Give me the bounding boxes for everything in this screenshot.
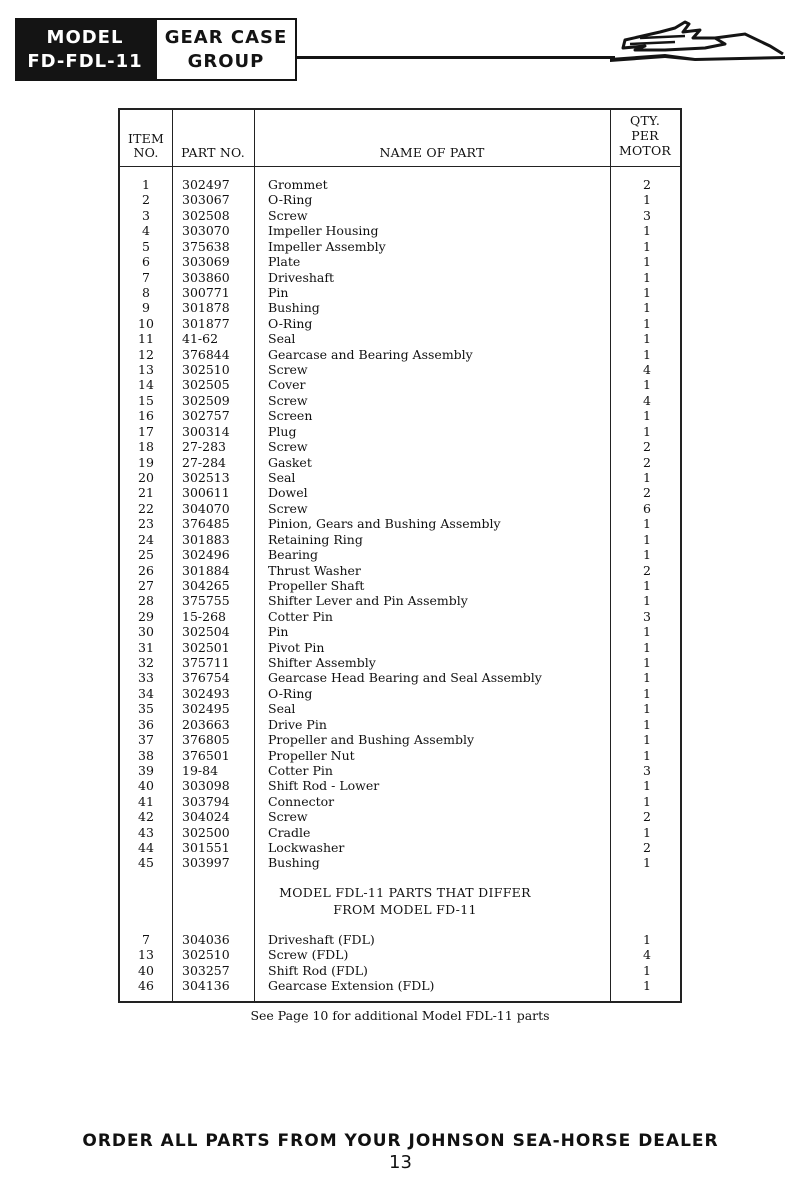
- qty-per-motor: 1: [643, 732, 651, 748]
- qty-per-motor: 1: [643, 254, 651, 270]
- part-name: Bushing: [268, 300, 320, 316]
- additional-parts-note: See Page 10 for additional Model FDL-11 parts: [250, 1008, 550, 1023]
- qty-per-motor: 1: [643, 531, 651, 547]
- part-no: 301877: [182, 315, 230, 331]
- table-row: [120, 547, 680, 562]
- part-name: Pin: [268, 284, 289, 300]
- qty-per-motor: 1: [643, 223, 651, 239]
- part-name: Impeller Assembly: [268, 238, 386, 254]
- qty-per-motor: 2: [643, 485, 651, 501]
- part-no: 300314: [182, 423, 230, 439]
- part-name: O-Ring: [268, 315, 313, 331]
- item-no: 13: [138, 362, 154, 378]
- part-name: Connector: [268, 793, 335, 809]
- table-row: [120, 285, 680, 300]
- table-row: [120, 362, 680, 377]
- item-no: 15: [138, 392, 154, 408]
- qty-per-motor: 1: [643, 516, 651, 532]
- part-name: Shift Rod - Lower: [268, 778, 380, 794]
- part-no: 304024: [182, 809, 230, 825]
- part-no: 376485: [182, 516, 230, 532]
- part-name: Propeller and Bushing Assembly: [268, 732, 475, 748]
- item-no: 9: [142, 300, 150, 316]
- item-no: 4: [142, 223, 150, 239]
- model-label-line2: FD-FDL-11: [27, 51, 143, 72]
- page-number: 13: [389, 1152, 412, 1173]
- part-name: Pivot Pin: [268, 639, 325, 655]
- item-no: 22: [138, 500, 154, 516]
- table-row: [120, 470, 680, 485]
- table-row: [120, 701, 680, 716]
- part-no: 302493: [182, 685, 230, 701]
- table-row: [120, 947, 680, 962]
- item-no: 32: [138, 655, 154, 671]
- part-no: 376844: [182, 346, 230, 362]
- qty-per-motor: 2: [643, 809, 651, 825]
- item-no: 24: [138, 531, 154, 547]
- table-row: [120, 563, 680, 578]
- part-name: Grommet: [268, 177, 328, 192]
- part-no: 302501: [182, 639, 230, 655]
- table-row: [120, 300, 680, 315]
- qty-per-motor: 3: [643, 608, 651, 624]
- part-name: Retaining Ring: [268, 531, 363, 547]
- item-no: 45: [138, 855, 154, 871]
- qty-per-motor: 1: [643, 793, 651, 809]
- table-row: [120, 455, 680, 470]
- col-header-qty: QTY. PER MOTOR: [618, 113, 672, 158]
- qty-per-motor: 1: [643, 670, 651, 686]
- part-no: 303067: [182, 192, 230, 208]
- table-row: [120, 485, 680, 500]
- part-no: 302505: [182, 377, 230, 393]
- part-name: Screw: [268, 809, 308, 825]
- table-row: [120, 748, 680, 763]
- item-no: 38: [138, 747, 154, 763]
- item-no: 31: [138, 639, 154, 655]
- part-name: Plate: [268, 254, 301, 270]
- qty-per-motor: 1: [643, 716, 651, 732]
- table-row: [120, 501, 680, 516]
- part-no: 301884: [182, 562, 230, 578]
- part-name: Gasket: [268, 454, 312, 470]
- part-name: Seal: [268, 701, 296, 717]
- table-row: [120, 809, 680, 824]
- qty-per-motor: 2: [643, 840, 651, 856]
- part-name: O-Ring: [268, 192, 313, 208]
- item-no: 41: [138, 793, 154, 809]
- group-label-box: [155, 18, 297, 81]
- qty-per-motor: 3: [643, 762, 651, 778]
- item-no: 35: [138, 701, 154, 717]
- qty-per-motor: 1: [643, 408, 651, 424]
- part-name: Screw: [268, 207, 308, 223]
- part-no: 302510: [182, 947, 230, 963]
- part-no: 302513: [182, 469, 230, 485]
- item-no: 39: [138, 762, 154, 778]
- qty-per-motor: 1: [643, 238, 651, 254]
- qty-per-motor: 2: [643, 562, 651, 578]
- part-name: Propeller Shaft: [268, 577, 365, 593]
- item-no: 10: [138, 315, 154, 331]
- qty-per-motor: 1: [643, 331, 651, 347]
- item-no: 29: [138, 608, 154, 624]
- table-row: [120, 840, 680, 855]
- item-no: 27: [138, 577, 154, 593]
- table-row: [120, 624, 680, 639]
- table-row: [120, 794, 680, 809]
- item-no: 19: [138, 454, 154, 470]
- item-no: 36: [138, 716, 154, 732]
- part-no: 302504: [182, 624, 230, 640]
- part-name: Screw: [268, 362, 308, 378]
- part-no: 303257: [182, 962, 230, 978]
- qty-per-motor: 6: [643, 500, 651, 516]
- part-name: O-Ring: [268, 685, 313, 701]
- table-row: [120, 609, 680, 624]
- table-row: [120, 393, 680, 408]
- part-no: 376805: [182, 732, 230, 748]
- qty-per-motor: 1: [643, 593, 651, 609]
- table-row: [120, 270, 680, 285]
- part-no: 301878: [182, 300, 230, 316]
- qty-per-motor: 1: [643, 377, 651, 393]
- col-header-item: ITEM NO.: [128, 131, 164, 160]
- qty-per-motor: 2: [643, 177, 651, 192]
- part-no: 300611: [182, 485, 230, 501]
- table-row: [120, 192, 680, 207]
- part-no: 376754: [182, 670, 230, 686]
- table-row: [120, 717, 680, 732]
- part-no: 302495: [182, 701, 230, 717]
- table-row: [120, 177, 680, 192]
- part-name: Screw: [268, 392, 308, 408]
- part-no: 303069: [182, 254, 230, 270]
- item-no: 28: [138, 593, 154, 609]
- part-no: 300771: [182, 284, 230, 300]
- parts-table: [118, 108, 682, 1003]
- part-no: 303070: [182, 223, 230, 239]
- item-no: 17: [138, 423, 154, 439]
- table-row: [120, 593, 680, 608]
- part-no: 302757: [182, 408, 230, 424]
- part-no: 302500: [182, 824, 230, 840]
- item-no: 42: [138, 809, 154, 825]
- part-name: Impeller Housing: [268, 223, 379, 239]
- table-row: [120, 439, 680, 454]
- qty-per-motor: 3: [643, 207, 651, 223]
- qty-per-motor: 2: [643, 454, 651, 470]
- item-no: 18: [138, 439, 154, 455]
- table-row: [120, 578, 680, 593]
- item-no: 7: [142, 269, 150, 285]
- part-no: 375711: [182, 655, 230, 671]
- table-row: [120, 978, 680, 993]
- part-name: Seal: [268, 469, 296, 485]
- header-rule: [297, 56, 615, 59]
- qty-per-motor: 1: [643, 655, 651, 671]
- qty-per-motor: 1: [643, 932, 651, 947]
- qty-per-motor: 1: [643, 978, 651, 994]
- group-label-line1: GEAR CASE: [164, 27, 288, 48]
- part-name: Bearing: [268, 547, 319, 563]
- part-no: 203663: [182, 716, 230, 732]
- group-label-line2: GROUP: [187, 51, 265, 72]
- part-name: Cradle: [268, 824, 311, 840]
- qty-per-motor: 1: [643, 624, 651, 640]
- table-row: [120, 408, 680, 423]
- part-no: 304070: [182, 500, 230, 516]
- qty-per-motor: 4: [643, 362, 651, 378]
- part-no: 303997: [182, 855, 230, 871]
- item-no: 26: [138, 562, 154, 578]
- qty-per-motor: 1: [643, 701, 651, 717]
- part-name: Lockwasher: [268, 840, 345, 856]
- item-no: 37: [138, 732, 154, 748]
- qty-per-motor: 1: [643, 269, 651, 285]
- part-no: 27-284: [182, 454, 226, 470]
- part-name: Cotter Pin: [268, 762, 333, 778]
- table-row: [120, 963, 680, 978]
- item-no: 33: [138, 670, 154, 686]
- part-no: 375755: [182, 593, 230, 609]
- item-no: 8: [142, 284, 150, 300]
- qty-per-motor: 1: [643, 639, 651, 655]
- table-row: [120, 516, 680, 531]
- table-row: [120, 532, 680, 547]
- table-row: [120, 932, 680, 947]
- part-no: 304136: [182, 978, 230, 994]
- table-row: [120, 778, 680, 793]
- table-row: [120, 223, 680, 238]
- part-no: 303860: [182, 269, 230, 285]
- part-no: 376501: [182, 747, 230, 763]
- part-name: Shifter Lever and Pin Assembly: [268, 593, 468, 609]
- part-no: 302509: [182, 392, 230, 408]
- item-no: 34: [138, 685, 154, 701]
- table-row: [120, 640, 680, 655]
- item-no: 12: [138, 346, 154, 362]
- qty-per-motor: 1: [643, 423, 651, 439]
- fdl-sub-heading: MODEL FDL-11 PARTS THAT DIFFER FROM MODEL FD-11: [279, 885, 531, 917]
- table-row: [120, 239, 680, 254]
- qty-per-motor: 1: [643, 346, 651, 362]
- part-no: 27-283: [182, 439, 226, 455]
- part-no: 302510: [182, 362, 230, 378]
- part-name: Shift Rod (FDL): [268, 962, 368, 978]
- item-no: 5: [142, 238, 150, 254]
- item-no: 40: [138, 962, 154, 978]
- qty-per-motor: 4: [643, 947, 651, 963]
- part-no: 304036: [182, 932, 230, 947]
- part-no: 301883: [182, 531, 230, 547]
- part-no: 302497: [182, 177, 230, 192]
- item-no: 1: [142, 177, 150, 192]
- part-name: Cover: [268, 377, 306, 393]
- item-no: 25: [138, 547, 154, 563]
- part-name: Screw (FDL): [268, 947, 349, 963]
- part-no: 301551: [182, 840, 230, 856]
- part-no: 303794: [182, 793, 230, 809]
- item-no: 14: [138, 377, 154, 393]
- qty-per-motor: 1: [643, 824, 651, 840]
- qty-per-motor: 1: [643, 855, 651, 871]
- table-row: [120, 347, 680, 362]
- table-row: [120, 670, 680, 685]
- header-divider: [120, 166, 680, 167]
- item-no: 2: [142, 192, 150, 208]
- seahorse-logo-icon: [605, 18, 790, 70]
- part-no: 15-268: [182, 608, 226, 624]
- part-name: Screw: [268, 439, 308, 455]
- part-no: 375638: [182, 238, 230, 254]
- part-name: Screen: [268, 408, 313, 424]
- table-row: [120, 254, 680, 269]
- qty-per-motor: 1: [643, 577, 651, 593]
- qty-per-motor: 1: [643, 469, 651, 485]
- table-row: [120, 686, 680, 701]
- qty-per-motor: 1: [643, 747, 651, 763]
- qty-per-motor: 1: [643, 685, 651, 701]
- table-row: [120, 855, 680, 870]
- item-no: 3: [142, 207, 150, 223]
- qty-per-motor: 2: [643, 439, 651, 455]
- qty-per-motor: 1: [643, 315, 651, 331]
- qty-per-motor: 1: [643, 284, 651, 300]
- table-row: [120, 424, 680, 439]
- item-no: 43: [138, 824, 154, 840]
- qty-per-motor: 1: [643, 547, 651, 563]
- item-no: 13: [138, 947, 154, 963]
- part-name: Bushing: [268, 855, 320, 871]
- part-no: 304265: [182, 577, 230, 593]
- col-header-part: PART NO.: [181, 145, 245, 160]
- part-no: 302496: [182, 547, 230, 563]
- table-row: [120, 331, 680, 346]
- part-name: Screw: [268, 500, 308, 516]
- item-no: 7: [142, 932, 150, 947]
- item-no: 44: [138, 840, 154, 856]
- item-no: 30: [138, 624, 154, 640]
- table-row: [120, 316, 680, 331]
- footer-dealer-text: ORDER ALL PARTS FROM YOUR JOHNSON SEA-HORSE DEALER: [82, 1131, 719, 1151]
- part-name: Dowel: [268, 485, 308, 501]
- part-name: Cotter Pin: [268, 608, 333, 624]
- qty-per-motor: 1: [643, 962, 651, 978]
- part-name: Thrust Washer: [268, 562, 361, 578]
- item-no: 11: [138, 331, 154, 347]
- qty-per-motor: 1: [643, 778, 651, 794]
- item-no: 46: [138, 978, 154, 994]
- qty-per-motor: 1: [643, 300, 651, 316]
- item-no: 6: [142, 254, 150, 270]
- qty-per-motor: 4: [643, 392, 651, 408]
- item-no: 20: [138, 469, 154, 485]
- item-no: 40: [138, 778, 154, 794]
- part-name: Plug: [268, 423, 297, 439]
- table-row: [120, 763, 680, 778]
- part-name: Gearcase Head Bearing and Seal Assembly: [268, 670, 542, 686]
- part-name: Drive Pin: [268, 716, 327, 732]
- part-name: Pin: [268, 624, 289, 640]
- part-no: 19-84: [182, 762, 219, 778]
- table-row: [120, 732, 680, 747]
- model-label-line1: MODEL: [46, 27, 124, 48]
- part-name: Driveshaft (FDL): [268, 932, 375, 947]
- part-name: Propeller Nut: [268, 747, 355, 763]
- item-no: 16: [138, 408, 154, 424]
- table-row: [120, 208, 680, 223]
- part-no: 302508: [182, 207, 230, 223]
- part-name: Pinion, Gears and Bushing Assembly: [268, 516, 501, 532]
- part-name: Driveshaft: [268, 269, 335, 285]
- part-name: Seal: [268, 331, 296, 347]
- part-no: 41-62: [182, 331, 219, 347]
- table-row: [120, 377, 680, 392]
- col-header-name: NAME OF PART: [379, 145, 485, 160]
- part-name: Gearcase and Bearing Assembly: [268, 346, 473, 362]
- item-no: 23: [138, 516, 154, 532]
- qty-per-motor: 1: [643, 192, 651, 208]
- part-no: 303098: [182, 778, 230, 794]
- part-name: Gearcase Extension (FDL): [268, 978, 435, 994]
- table-row: [120, 825, 680, 840]
- model-label-box: [15, 18, 155, 81]
- part-name: Shifter Assembly: [268, 655, 376, 671]
- table-row: [120, 655, 680, 670]
- item-no: 21: [138, 485, 154, 501]
